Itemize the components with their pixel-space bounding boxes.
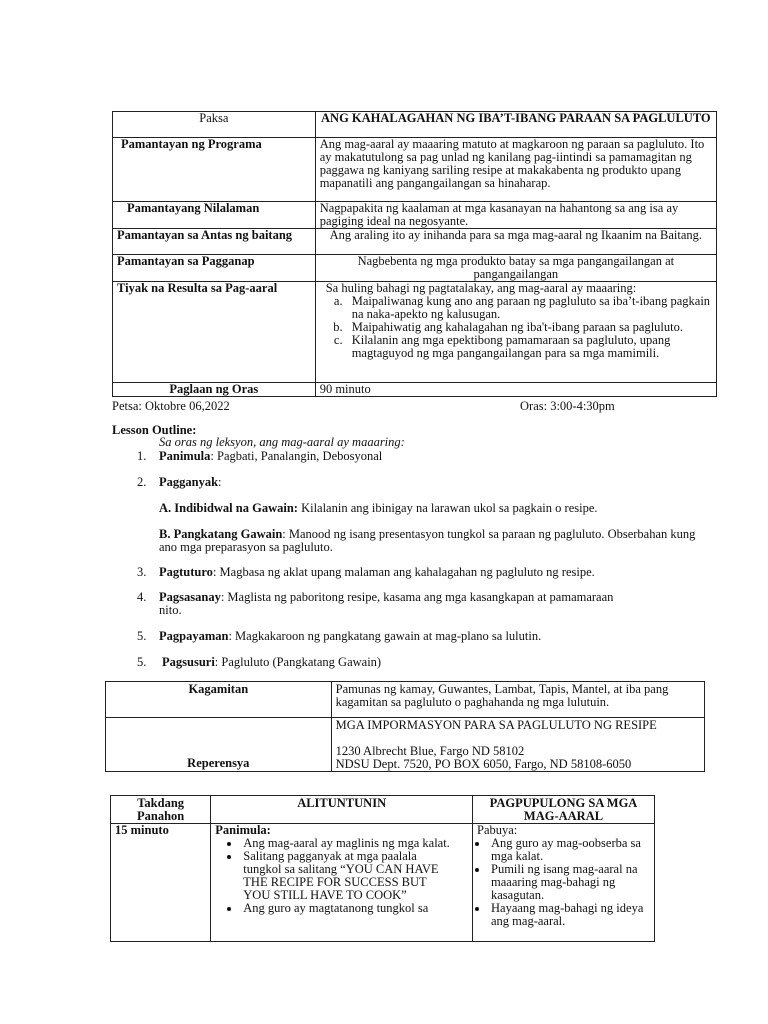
programa-value: Ang mag-aaral ay maaaring matuto at magkaroon ng paraan sa pagluluto. Ito ay makatutulong sa pag unlad ng kanilang pag-iintindi sa pamamagitan ng paggawa ng kaniyang sariling resipe at makakabenta ng produkto upang mapanatili ang pangangailangan sa hinaharap. — [315, 138, 716, 202]
paksa-label: Paksa — [113, 112, 316, 138]
outline-item-3: 3. Pagtuturo: Magbasa ng aklat upang malaman ang kahalagahan ng pagluluto ng resipe. — [137, 565, 595, 579]
resulta-label: Tiyak na Resulta sa Pag-aaral — [113, 282, 316, 383]
lesson-plan-table — [112, 111, 717, 397]
resulta-value — [315, 282, 716, 383]
kagamitan-value: Pamunas ng kamay, Guwantes, Lambat, Tapis, Mantel, at iba pang kagamitan sa pagluluto o paghahanda ng mga lulutuin. — [331, 682, 704, 718]
resulta-item: a. Maipaliwanag kung ano ang paraan ng pagluluto sa iba’t-ibang pagkain na naka-apekto ng kalusugan. — [346, 295, 712, 321]
materials-table — [105, 681, 705, 772]
ref-title: MGA IMPORMASYON PARA SA PAGLULUTO NG RESIPE — [335, 718, 657, 732]
reperensya-value — [331, 718, 704, 772]
outline-item-4: 4. Pagsasanay: Maglista ng paboritong resipe, kasama ang mga kasangkapan at pamamaraan nito. — [137, 590, 614, 617]
right-list — [477, 837, 649, 928]
mid-item: • Ang mag-aaral ay maglinis ng mga kalat. — [241, 837, 451, 850]
ref-line-2: NDSU Dept. 7520, PO BOX 6050, Fargo, ND 58108-6050 — [335, 757, 632, 771]
kagamitan-label: Kagamitan — [106, 682, 332, 718]
right-title: Pabuya: — [477, 823, 518, 837]
outline-item-6: 5. Pagsusuri: Pagluluto (Pangkatang Gawain) — [137, 655, 382, 669]
resulta-item: c. Kilalanin ang mga epektibong pamamaraan sa pagluluto, upang magtaguyod ng mga pangangailangan para sa mga mamimili. — [346, 334, 712, 360]
header-takdang-panahon: Takdang Panahon — [111, 796, 211, 824]
antas-value: Ang araling ito ay inihanda para sa mga mag-aaral ng Ikaanim na Baitang. — [315, 229, 716, 255]
right-item: • Ang guro ay mag-oobserba sa mga kalat. — [489, 837, 649, 863]
paksa-value: ANG KAHALAGAHAN NG IBA’T-IBANG PARAAN SA PAGLULUTO — [315, 112, 716, 138]
mid-item: • Ang guro ay magtatanong tungkol sa — [241, 902, 451, 915]
outline-item-2: 2. Pagganyak: — [137, 475, 222, 489]
oras-text: Oras: 3:00-4:30pm — [520, 399, 615, 413]
right-item: • Pumili ng isang mag-aaral na maaaring mag-bahagi ng kasagutan. — [489, 863, 649, 902]
mid-item: • Salitang pagganyak at mga paalala tungkol sa salitang “YOU CAN HAVE THE RECIPE FOR SUCCESS BUT YOU STILL HAVE TO COOK” — [241, 850, 451, 902]
row-pagpupulong — [473, 824, 655, 942]
row-alituntunin — [211, 824, 473, 942]
petsa-text: Petsa: Oktobre 06,2022 — [112, 399, 230, 413]
mid-list — [215, 837, 451, 915]
resulta-item: b. Maipahiwatig ang kahalagahan ng iba't-ibang paraan sa pagluluto. — [346, 321, 712, 334]
pagganap-value: Nagbebenta ng mga produkto batay sa mga pangangailangan at pangangailangan — [315, 255, 716, 282]
programa-label: Pamantayan ng Programa — [113, 138, 316, 202]
lesson-outline-title: Lesson Outline: — [112, 423, 197, 437]
resulta-intro: Sa huling bahagi ng pagtatalakay, ang mag-aaral ay maaaring: — [325, 281, 637, 295]
outline-sub-b: B. Pangkatang Gawain: Manood ng isang presentasyon tungkol sa paraan ng pagluluto. Obserbahan kung ano mga preparasyon sa pagluluto. — [159, 527, 696, 554]
pagganap-label: Pamantayan sa Pagganap — [113, 255, 316, 282]
header-alituntunin: ALITUNTUNIN — [211, 796, 473, 824]
lesson-outline-subtitle: Sa oras ng leksyon, ang mag-aaral ay maaaring: — [159, 435, 405, 449]
mid-title: Panimula: — [215, 823, 271, 837]
reperensya-label: Reperensya — [106, 718, 332, 772]
oras-value: 90 minuto — [315, 383, 716, 397]
outline-item-5: 5. Pagpayaman: Magkakaroon ng pangkatang gawain at mag-plano sa lulutin. — [137, 629, 542, 643]
nilalaman-label: Pamantayang Nilalaman — [113, 202, 316, 229]
right-item: • Hayaang mag-bahagi ng ideya ang mag-aaral. — [489, 902, 649, 928]
nilalaman-value: Nagpapakita ng kaalaman at mga kasanayan na hahantong sa ang isa ay pagiging ideal na negosyante. — [315, 202, 716, 229]
antas-label: Pamantayan sa Antas ng baitang — [113, 229, 316, 255]
row-time: 15 minuto — [111, 824, 211, 942]
outline-sub-a: A. Indibidwal na Gawain: Kilalanin ang ibinigay na larawan ukol sa pagkain o resipe. — [159, 501, 598, 515]
outline-item-1: 1. Panimula: Pagbati, Panalangin, Debosyonal — [137, 449, 383, 463]
resulta-list — [320, 295, 712, 360]
procedure-table — [110, 795, 655, 942]
oras-label: Paglaan ng Oras — [113, 383, 316, 397]
header-pagpupulong: PAGPUPULONG SA MGA MAG-AARAL — [473, 796, 655, 824]
ref-line-1: 1230 Albrecht Blue, Fargo ND 58102 — [335, 744, 525, 758]
